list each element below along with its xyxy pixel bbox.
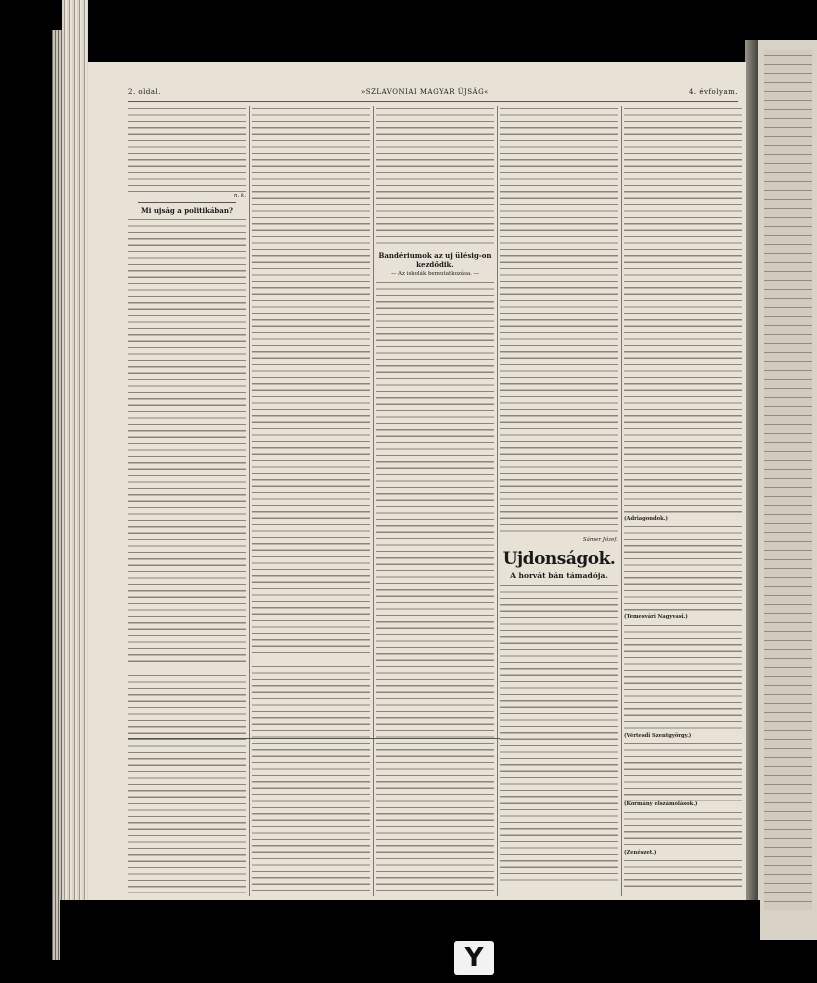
news-item-title: (Zenészet.) [624, 849, 657, 856]
news-item-title: (Vértesdi Szentgyörgy.) [624, 732, 692, 739]
news-item-title: (Kormány elszámolások.) [624, 801, 698, 808]
background-bottom [60, 900, 760, 983]
y-logo-icon: Y [454, 941, 494, 975]
book-edge [62, 0, 88, 983]
column-1 [128, 106, 246, 896]
column-2 [252, 106, 370, 896]
article-heading: Bandériumok az uj ülésig-on kezdődik. [378, 251, 492, 269]
news-item-title: (Adriagondok.) [624, 516, 668, 522]
column-3 [376, 106, 494, 896]
news-item-title: (Temesvári Nagyvasi.) [624, 614, 688, 621]
page-number-left: 2. oldal. [128, 88, 161, 96]
article-heading: Mi ujság a politikában? [140, 206, 234, 215]
next-page-strip [758, 40, 817, 940]
newspaper-title: »SZLAVONIAI MAGYAR ÚJSÁG« [360, 88, 489, 96]
article-heading: A horvát bán támadója. [510, 571, 608, 580]
page-number-right: 4. évfolyam. [688, 88, 738, 96]
signoff: Sámer Józef. [582, 537, 618, 543]
section-heading: Ujdonságok. [502, 549, 616, 569]
article-subheading: — Az iskolák bemutatkozása. — [390, 271, 480, 277]
page-shadow [745, 40, 759, 940]
column-4 [500, 106, 618, 896]
column-divider [128, 738, 500, 739]
column-5 [624, 106, 742, 896]
newspaper-page [88, 62, 746, 907]
running-head [128, 88, 738, 102]
columns [128, 106, 740, 896]
byline: n. k. [233, 193, 246, 199]
